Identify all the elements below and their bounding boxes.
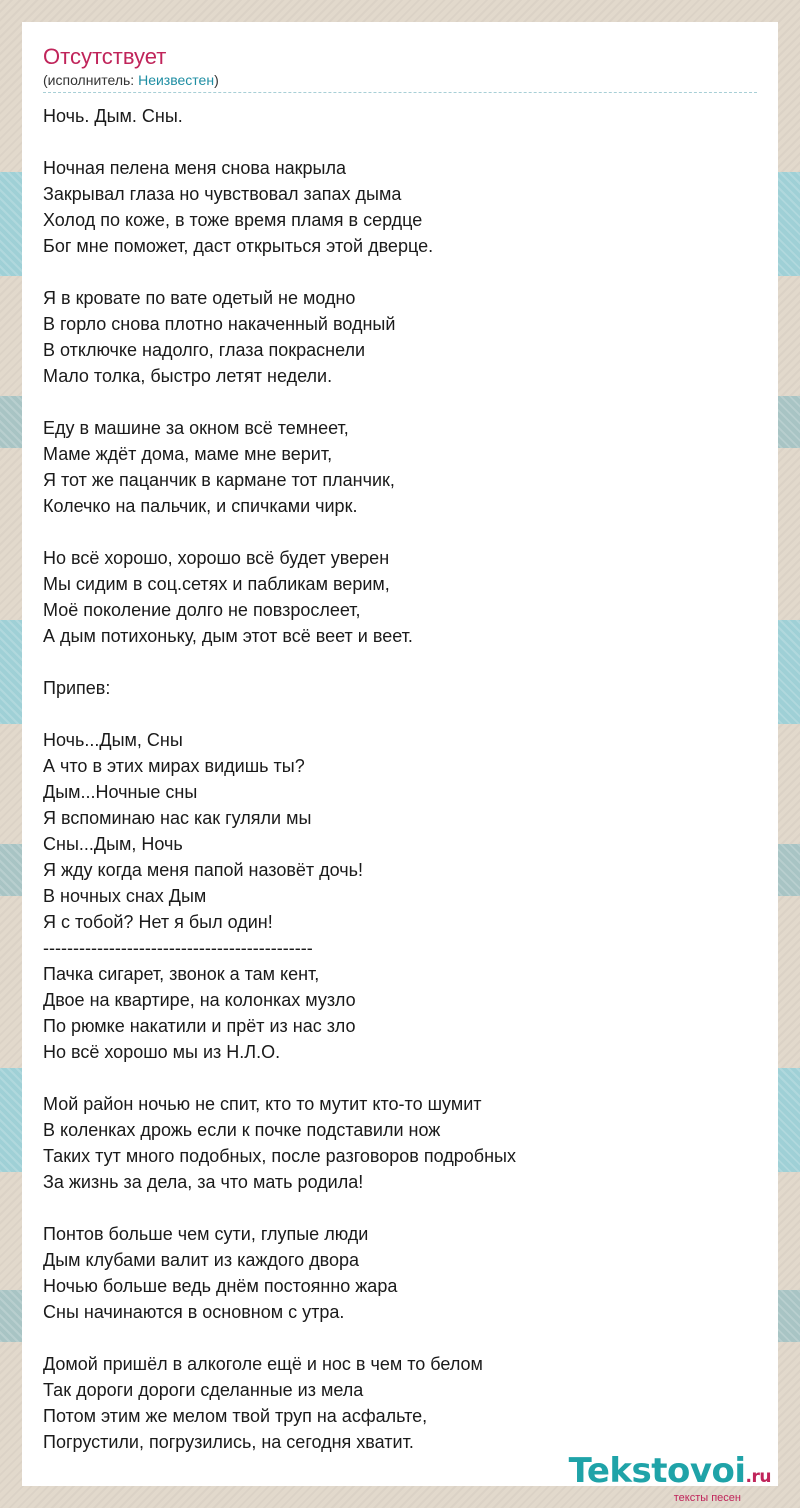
lyrics-text: Ночь. Дым. Сны. Ночная пелена меня снова накрыла Закрывал глаза но чувствовал запах дыма Холод по коже, в тоже время пламя в сердце Бог мне поможет, даст открыться этой дверце. Я в кровате по вате одетый не модно В горло снова плотно накаченный водный В отключке надолго, глаза покраснели Мало толка, быстро летят недели. Еду в машине за окном всё темнеет, Маме ждёт дома, маме мне верит, Я тот же пацанчик в кармане тот планчик, Колечко на пальчик, и спичками чирк. Но всё хорошо, хорошо всё будет уверен Мы сидим в соц.сетях и пабликам верим, Моё поколение долго не повзрослеет, А дым потихоньку, дым этот всё веет и веет. Припев: Ночь...Дым, Сны А что в этих мирах видишь ты? Дым...Ночные сны Я вспоминаю нас как гуляли мы Сны...Дым, Ночь Я жду когда меня папой назовёт дочь! В ночных снах Дым Я с тобой? Нет я был один! --------------------------------------------- Пачка сигарет, звонок а там кент, Двое на квартире, на колонках музло По рюмке накатили и прёт из нас зло Но всё хорошо мы из Н.Л.О. Мой район ночью не спит, кто то мутит кто-то шумит В коленках дрожь если к почке подставили нож Таких тут много подобных, после разговоров подробных За жизнь за дела, за что мать родила! Понтов больше чем сути, глупые люди Дым клубами валит из каждого двора Ночью больше ведь днём постоянно жара Сны начинаются в основном с утра. Домой пришёл в алкоголе ещё и нос в чем то белом Так дороги дороги сделанные из мела Потом этим же мелом твой труп на асфальте, Погрустили, погрузились, на сегодня хватит. [43, 106, 516, 1452]
lyrics-card [22, 22, 778, 1486]
artist-suffix: ) [214, 72, 219, 88]
logo-tld: .ru [745, 1467, 771, 1487]
artist-link[interactable]: Неизвестен [138, 72, 215, 88]
song-artist-line [43, 70, 757, 93]
logo-name: Tekstovoi [568, 1451, 746, 1491]
site-logo[interactable] [569, 1452, 771, 1504]
artist-prefix: (исполнитель: [43, 72, 139, 88]
song-title: Отсутствует [43, 44, 167, 69]
logo-tagline: тексты песен [673, 1492, 741, 1504]
logo-wordmark [569, 1452, 771, 1496]
